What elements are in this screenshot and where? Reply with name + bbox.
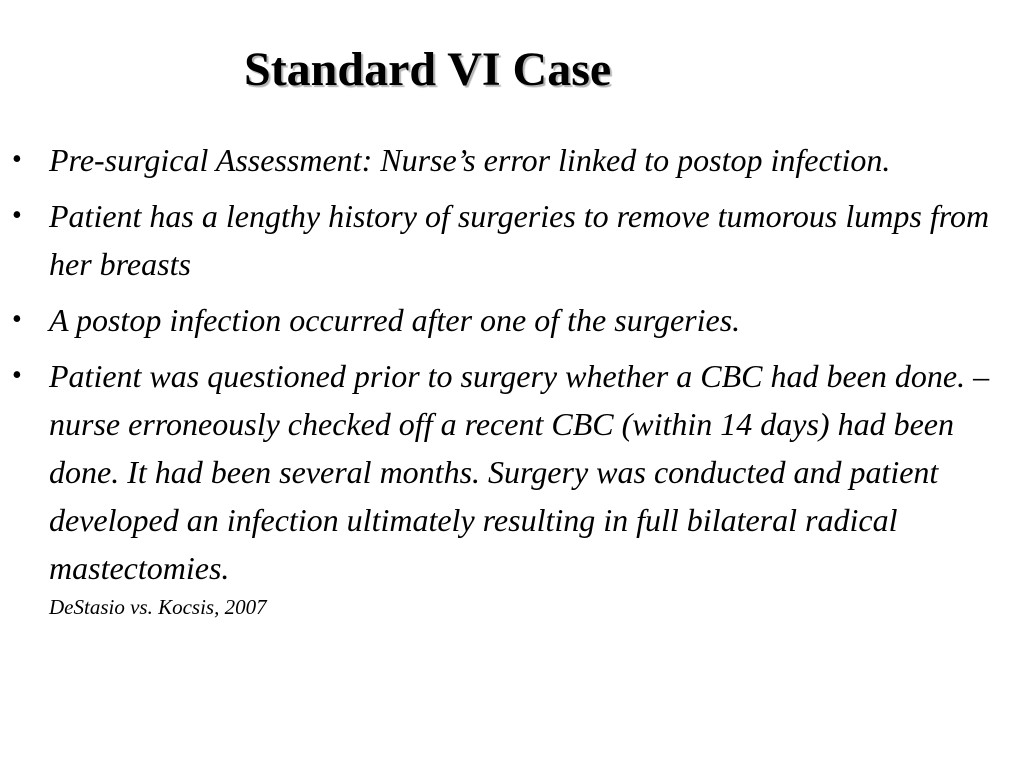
bullet-item xyxy=(12,136,1012,184)
bullet-text: Patient has a lengthy history of surgeries to remove tumorous lumps from her breasts xyxy=(49,198,990,282)
bullet-list xyxy=(12,136,1012,630)
bullet-item xyxy=(12,352,1012,622)
bullet-item xyxy=(12,296,1012,344)
bullet-item xyxy=(12,192,1012,288)
slide-title: Standard VI Case xyxy=(244,43,612,96)
citation: DeStasio vs. Kocsis, 2007 xyxy=(49,595,267,619)
bullet-icon: • xyxy=(12,304,22,335)
bullet-text: Patient was questioned prior to surgery whether a CBC had been done. –nurse erroneously checked off a recent CBC (within 14 days) had been done. It had been several months. Surgery was conducted and patient developed an infection ultimately resulting in full bilateral radical mastectomies. xyxy=(49,358,990,586)
bullet-text: Pre-surgical Assessment: Nurse’s error linked to postop infection. xyxy=(49,142,891,178)
bullet-icon: • xyxy=(12,144,22,175)
bullet-text: A postop infection occurred after one of the surgeries. xyxy=(49,302,741,338)
bullet-icon: • xyxy=(12,200,22,231)
bullet-icon: • xyxy=(12,360,22,391)
